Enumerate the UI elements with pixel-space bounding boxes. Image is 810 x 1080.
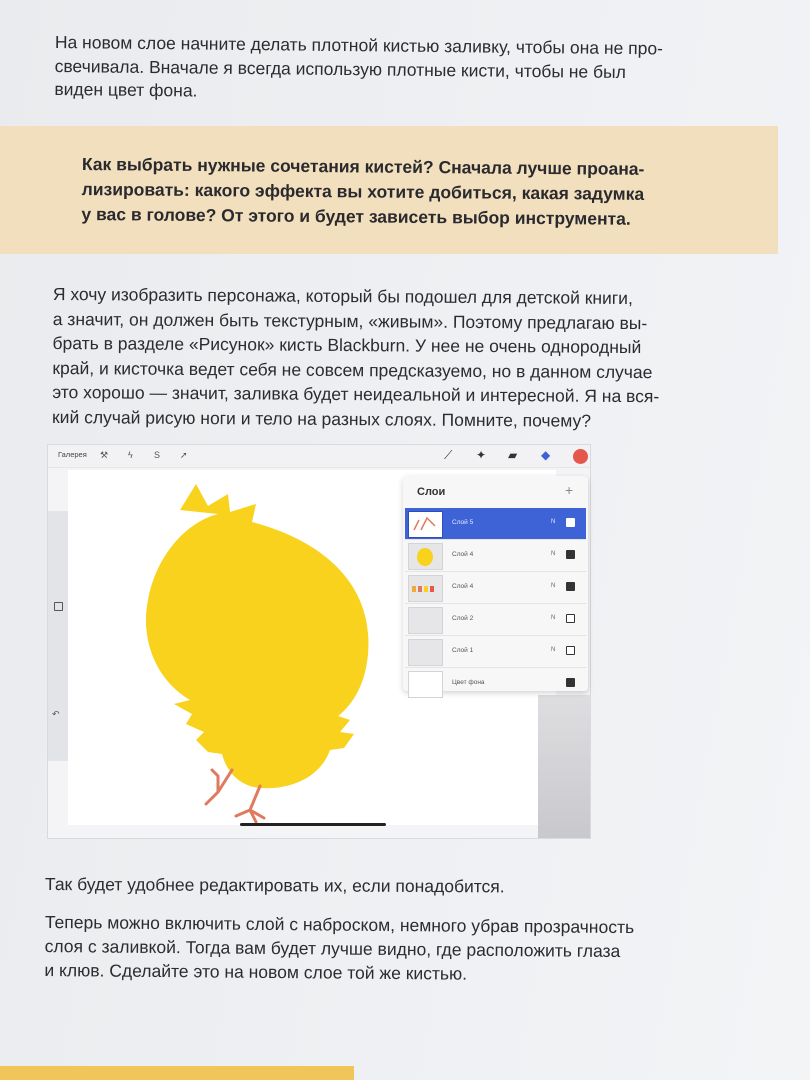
layer-name: Слой 1	[452, 647, 474, 654]
text-line: а значит, он должен быть текстурным, «живым». Поэтому предлагаю вы-	[52, 308, 648, 333]
visibility-checkbox[interactable]	[566, 678, 575, 687]
layer-row[interactable]	[405, 540, 586, 572]
layer-thumbnail	[408, 511, 443, 538]
layer-thumbnail	[408, 543, 443, 570]
gallery-button[interactable]: Галерея	[58, 450, 87, 459]
blend-mode[interactable]: N	[551, 551, 556, 557]
layer-row[interactable]	[405, 508, 586, 540]
chick-body	[146, 484, 368, 788]
layer-row[interactable]	[405, 604, 586, 636]
legs-sketch-thumb	[409, 512, 442, 537]
paragraph-3: Так будет удобнее редактировать их, если понадобится.	[44, 874, 505, 897]
blend-mode[interactable]: N	[551, 647, 556, 653]
layer-thumbnail	[408, 671, 443, 698]
paragraph-4	[44, 910, 634, 987]
layers-title: Слои	[417, 486, 446, 498]
undo-icon[interactable]: ↶	[52, 709, 60, 719]
text-line: край, и кисточка ведет себя не совсем предсказуемо, но в данном случае	[52, 357, 653, 382]
visibility-checkbox[interactable]	[566, 646, 575, 655]
layer-thumbnail	[408, 639, 443, 666]
layer-row[interactable]	[405, 572, 586, 604]
modify-square-icon[interactable]	[54, 602, 63, 611]
text-line: лизировать: какого эффекта вы хотите добиться, какая задумка	[81, 178, 645, 204]
top-toolbar	[48, 445, 590, 468]
layer-name: Слой 4	[452, 583, 474, 590]
color-picker-icon[interactable]	[573, 449, 588, 464]
blend-mode[interactable]: N	[551, 615, 556, 621]
smudge-icon[interactable]: ✦	[476, 448, 487, 462]
layer-name: Слой 5	[452, 519, 474, 526]
text-line: На новом слое начните делать плотной кистью заливку, чтобы она не про-	[54, 31, 664, 59]
text-line: и клюв. Сделайте это на новом слое той же кистью.	[44, 959, 468, 984]
text-line: брать в разделе «Рисунок» кисть Blackburn. У нее не очень однородный	[52, 332, 642, 358]
text-line: Как выбрать нужные сочетания кистей? Сначала лучше проана-	[81, 153, 645, 179]
transform-icon[interactable]: ➚	[180, 450, 188, 460]
visibility-checkbox[interactable]	[566, 582, 575, 591]
magic-wand-icon[interactable]: ϟ	[128, 450, 133, 460]
text-line: виден цвет фона.	[54, 78, 198, 101]
layer-row[interactable]	[405, 636, 586, 668]
canvas-edge	[538, 695, 590, 838]
palette-thumb	[409, 576, 442, 601]
layer-thumbnail	[408, 607, 443, 634]
yellow-fill-thumb	[409, 544, 442, 569]
layer-name: Слой 2	[452, 615, 474, 622]
brush-icon[interactable]: ⟋	[444, 448, 453, 462]
layers-panel	[403, 476, 588, 691]
eraser-icon[interactable]: ▰	[508, 448, 518, 462]
text-line: кий случай рисую ноги и тело на разных слоях. Помните, почему?	[51, 406, 592, 431]
visibility-checkbox[interactable]	[566, 518, 575, 527]
layers-icon[interactable]: ◆	[541, 448, 551, 462]
text-line: у вас в голове? От этого и будет зависеть выбор инструмента.	[81, 203, 631, 229]
app-screenshot	[48, 445, 590, 838]
callout-text	[81, 152, 644, 232]
home-indicator	[240, 823, 386, 826]
add-layer-button[interactable]: +	[565, 482, 574, 498]
text-line: слоя с заливкой. Тогда вам будет лучше видно, где расположить глаза	[44, 935, 621, 962]
background-layer-row[interactable]	[405, 668, 586, 699]
visibility-checkbox[interactable]	[566, 550, 575, 559]
blend-mode[interactable]: N	[551, 519, 556, 525]
visibility-checkbox[interactable]	[566, 614, 575, 623]
text-line: Я хочу изобразить персонажа, который бы подошел для детской книги,	[52, 283, 633, 309]
text-line: Теперь можно включить слой с наброском, немного убрав прозрачность	[44, 911, 635, 938]
bottom-accent-bar	[0, 1066, 354, 1080]
wrench-icon[interactable]: ⚒	[100, 450, 109, 460]
paragraph-1	[54, 31, 663, 108]
paragraph-2	[52, 282, 660, 433]
layer-name: Цвет фона	[452, 679, 485, 686]
layer-thumbnail	[408, 575, 443, 602]
text-line: свечивала. Вначале я всегда использую плотные кисти, чтобы не был	[54, 55, 627, 82]
text-line: это хорошо — значит, заливка будет неидеальной и интересной. Я на вся-	[52, 381, 660, 407]
side-slider-panel[interactable]	[48, 511, 68, 761]
layer-name: Слой 4	[452, 551, 474, 558]
blend-mode[interactable]: N	[551, 583, 556, 589]
selection-icon[interactable]: S	[154, 450, 161, 460]
